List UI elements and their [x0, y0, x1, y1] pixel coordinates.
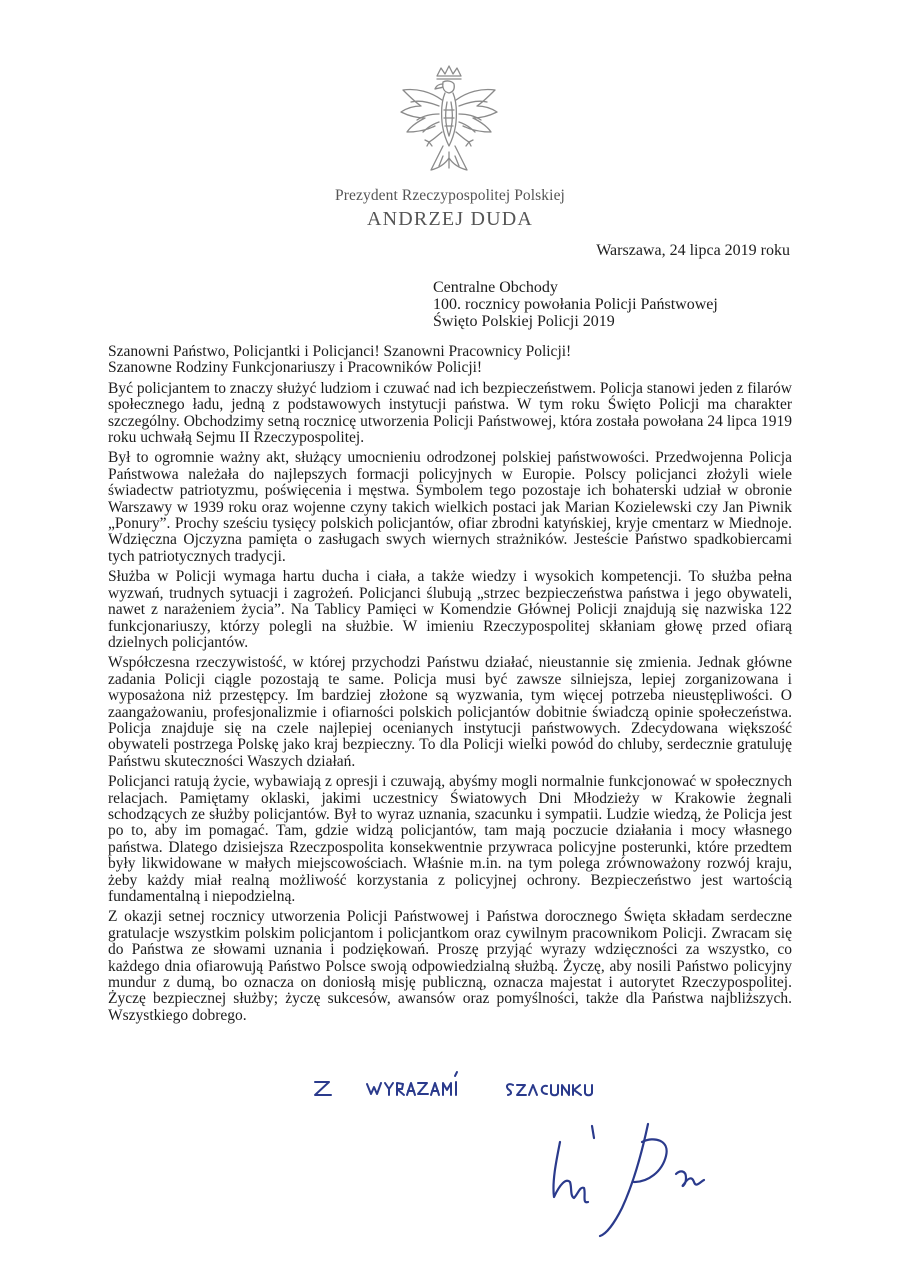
- polish-eagle-emblem-icon: [387, 62, 511, 186]
- paragraph: Być policjantem to znaczy służyć ludziom i czuwać nad ich bezpieczeństwem. Policja stanowi jeden z filarów społecznego ładu, jedną z podstawowych instytucji państwa. W tym roku Święto Policji ma charakter szczególny. Obchodzimy setną rocznicę utworzenia Policji Państwowej, która została powołana 24 lipca 1919 roku uchwałą Sejmu II Rzeczypospolitej.: [108, 379, 792, 447]
- letter-body: [108, 344, 792, 1028]
- header-title: Prezydent Rzeczypospolitej Polskiej: [335, 187, 565, 204]
- salutation: [108, 344, 792, 377]
- salutation-line-2: Szanowne Rodziny Funkcjonariuszy i Pracowników Policji!: [108, 359, 483, 377]
- paragraph: Z okazji setnej rocznicy utworzenia Policji Państwowej i Państwa dorocznego Święta składam serdeczne gratulacje wszystkim polskim policjantom i policjantkom oraz cywilnym pracownikom Policji. Zwracam się do Państwa ze słowami uznania i podziękowań. Proszę przyjąć wyrazy wdzięczności za wszystko, co każdego dnia ofiarowują Państwo Polsce swoją odpowiedzialną służbą. Życzę, aby nosili Państwo policyjny mundur z dumą, bo oznacza on doniosłą misję publiczną, oznacza majestat i autorytet Rzeczypospolitej. Życzę bezpiecznej służby; życzę sukcesów, awansów oraz pomyślności, także dla Państwa najbliższych. Wszystkiego dobrego.: [108, 908, 792, 1024]
- paragraph: Współczesna rzeczywistość, w której przychodzi Państwu działać, nieustannie się zmienia. Jednak główne zadania Policji ciągle pozostają te same. Policja musi być zawsze silniejsza, lepiej zorganizowana i wyposażona niż przestępcy. Im bardziej złożone są wyzwania, tym więcej potrzeba nieustępliwości. O zaangażowaniu, profesjonalizmie i ofiarności polskich policjantów dobitnie świadczą opinie społeczeństwa. Policja znajduje się na czele najlepiej ocenianych instytucji państwowych. Zdecydowana większość obywateli postrzega Polskę jako kraj bezpieczny. To dla Policji wielki powód do chluby, serdecznie gratuluję Państwu skuteczności Waszych działań.: [108, 654, 792, 770]
- event-address-block: [433, 279, 718, 330]
- salutation-line-1: Szanowni Państwo, Policjantki i Policjanci! Szanowni Pracownicy Policji!: [108, 343, 572, 360]
- event-line-2: 100. rocznicy powołania Policji Państwowej: [433, 296, 718, 313]
- letter-date: Warszawa, 24 lipca 2019 roku: [596, 242, 790, 259]
- handwritten-closing-icon: [305, 1062, 605, 1102]
- paragraph: Był to ogromnie ważny akt, służący umocnieniu odrodzonej polskiej państwowości. Przedwojenna Policja Państwowa należała do najlepszych formacji policyjnych w Europie. Polscy policjanci złożyli wiele świadectw patriotyzmu, poświęcenia i męstwa. Symbolem tego pozostaje ich bohaterski udział w obronie Warszawy w 1939 roku oraz wojenne czyny takich wielkich postaci jak Marian Kozielewski czy Jan Piwnik „Ponury”. Prochy sześciu tysięcy polskich policjantów, ofiar zbrodni katyńskiej, kryje cmentarz w Miednoje. Wdzięczna Ojczyzna pamięta o zasługach swych wiernych strażników. Jesteście Państwo spadkobiercami tych patriotycznych tradycji.: [108, 449, 792, 565]
- paragraph: Służba w Policji wymaga hartu ducha i ciała, a także wiedzy i wysokich kompetencji. To służba pełna wyzwań, trudnych sytuacji i zagrożeń. Policjanci ślubują „strzec bezpieczeństwa państwa i jego obywateli, nawet z narażeniem życia”. Na Tablicy Pamięci w Komendzie Głównej Policji znajdują się nazwiska 122 funkcjonariuszy, którzy polegli na służbie. W imieniu Rzeczypospolitej skłaniam głowę przed ofiarą dzielnych policjantów.: [108, 568, 792, 651]
- header-name: ANDRZEJ DUDA: [366, 208, 534, 230]
- event-line-1: Centralne Obchody: [433, 279, 558, 296]
- event-line-3: Święto Polskiej Policji 2019: [433, 313, 615, 330]
- paragraph: Policjanci ratują życie, wybawiają z opresji i czuwają, abyśmy mogli normalnie funkcjonować w społecznych relacjach. Pamiętamy oklaski, jakimi uczestnicy Światowych Dni Młodzieży w Krakowie żegnali schodzących ze służby policjantów. Był to wyraz uznania, szacunku i sympatii. Ludzie wiedzą, że Policja jest po to, aby im pomagać. Tam, gdzie widzą policjantów, tam mają poczucie działania i mocy własnego państwa. Dlatego dzisiejsza Rzeczpospolita konsekwentnie przywraca policyjne posterunki, które przedtem były likwidowane w małych miejscowościach. Właśnie m.in. na tym polega zrównoważony rozwój kraju, żeby każdy miał realną możliwość korzystania z policyjnej ochrony. Bezpieczeństwo jest wartością fundamentalną i niepodzielną.: [108, 773, 792, 905]
- handwritten-signature-icon: [530, 1112, 740, 1242]
